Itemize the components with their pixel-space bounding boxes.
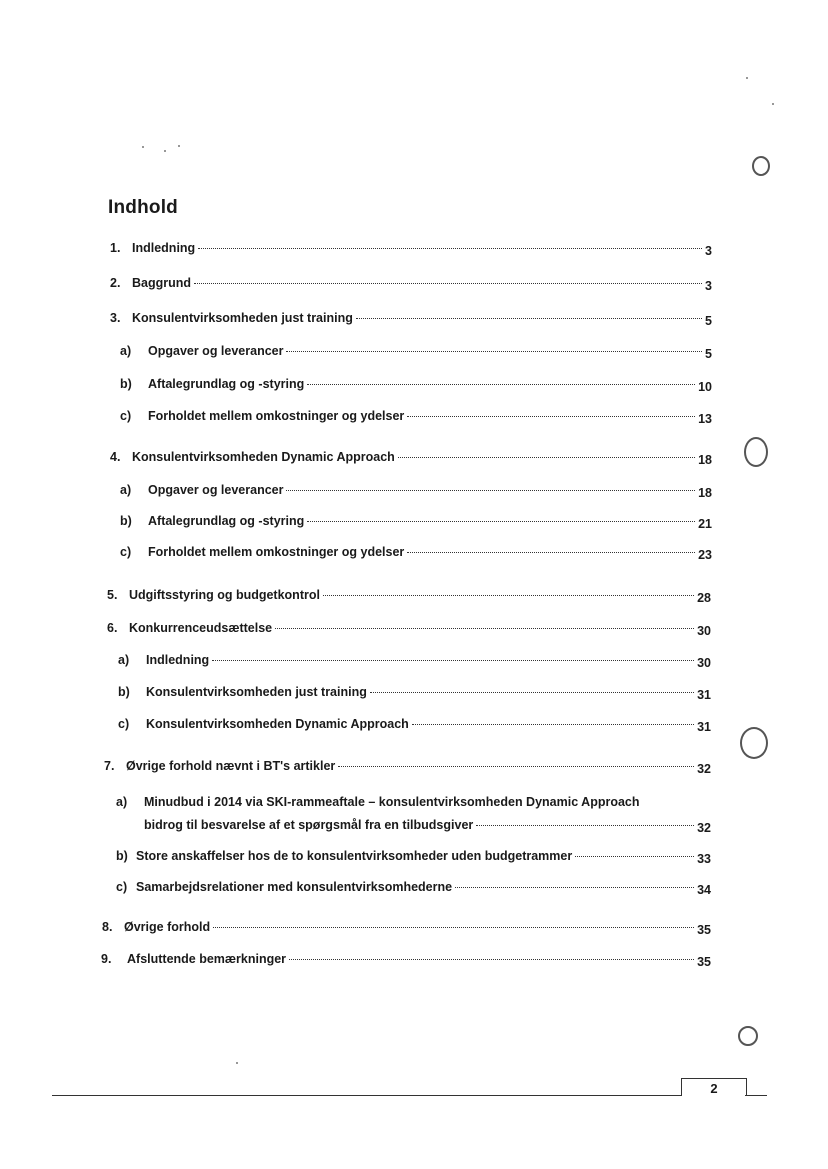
toc-entry-page: 34: [697, 883, 711, 897]
toc-entry-text: Konsulentvirksomheden Dynamic Approach: [146, 717, 409, 731]
toc-entry-page: 21: [698, 517, 712, 531]
toc-subentry[interactable]: [120, 545, 712, 562]
toc-entry-page: 30: [697, 624, 711, 638]
toc-entry-text: Forholdet mellem omkostninger og ydelser: [148, 409, 405, 423]
toc-entry-text-continued: bidrog til besvarelse af et spørgsmål fra en tilbudsgiver: [144, 818, 474, 832]
toc-entry[interactable]: [110, 276, 712, 293]
dot-leader: [370, 692, 694, 693]
toc-entry-text: Konkurrenceudsættelse: [129, 621, 273, 635]
toc-subentry[interactable]: [144, 818, 711, 835]
dot-leader: [398, 457, 695, 458]
toc-entry-number: c): [118, 717, 130, 731]
toc-entry-number: 8.: [102, 920, 113, 934]
scan-speck: [142, 146, 144, 148]
dot-leader: [407, 552, 695, 553]
toc-entry-text: Konsulentvirksomheden Dynamic Approach: [132, 450, 395, 464]
toc-entry-text: Øvrige forhold nævnt i BT's artikler: [126, 759, 336, 773]
toc-entry-number: 5.: [107, 588, 118, 602]
toc-entry-page: 32: [697, 762, 711, 776]
toc-entry-page: 10: [698, 380, 712, 394]
dot-leader: [455, 887, 694, 888]
toc-entry-text: Baggrund: [132, 276, 192, 290]
toc-entry-number: b): [120, 514, 132, 528]
toc-entry-page: 3: [705, 279, 712, 293]
dot-leader: [307, 384, 695, 385]
toc-entry-number: 6.: [107, 621, 118, 635]
dot-leader: [286, 351, 702, 352]
dot-leader: [212, 660, 694, 661]
toc-entry-number: a): [120, 344, 132, 358]
toc-entry-page: 35: [697, 923, 711, 937]
toc-entry[interactable]: [101, 952, 711, 969]
toc-entry-number: 2.: [110, 276, 121, 290]
toc-entry-page: 35: [697, 955, 711, 969]
toc-entry-number: 3.: [110, 311, 121, 325]
scan-speck: [772, 103, 774, 105]
toc-entry-text: Konsulentvirksomheden just training: [146, 685, 367, 699]
page-number: 2: [681, 1078, 747, 1096]
toc-entry-page: 31: [697, 688, 711, 702]
toc-subentry[interactable]: [120, 483, 712, 500]
dot-leader: [194, 283, 702, 284]
binder-hole: [744, 437, 768, 467]
toc-subentry[interactable]: [120, 344, 712, 361]
dot-leader: [286, 490, 695, 491]
toc-entry-number: c): [116, 880, 128, 894]
toc-entry[interactable]: [104, 759, 711, 776]
dot-leader: [476, 825, 694, 826]
toc-entry-page: 33: [697, 852, 711, 866]
toc-entry-page: 31: [697, 720, 711, 734]
toc-entry-page: 3: [705, 244, 712, 258]
toc-entry-page: 18: [698, 453, 712, 467]
toc-entry-number: 4.: [110, 450, 121, 464]
dot-leader: [307, 521, 695, 522]
toc-entry-text: Opgaver og leverancer: [148, 344, 284, 358]
toc-entry-number: c): [120, 545, 132, 559]
toc-entry-text: Samarbejdsrelationer med konsulentvirksomhederne: [136, 880, 453, 894]
toc-subentry[interactable]: [116, 880, 711, 897]
toc-subentry[interactable]: [120, 377, 712, 394]
toc-entry-number: a): [118, 653, 130, 667]
toc-subentry[interactable]: [120, 514, 712, 531]
toc-title: Indhold: [108, 197, 178, 218]
toc-entry-page: 18: [698, 486, 712, 500]
toc-subentry[interactable]: [118, 653, 711, 670]
toc-subentry-first-line[interactable]: [116, 795, 676, 809]
dot-leader: [412, 724, 694, 725]
toc-entry-page: 32: [697, 821, 711, 835]
toc-entry[interactable]: [102, 920, 711, 937]
dot-leader: [323, 595, 694, 596]
toc-entry-text: Konsulentvirksomheden just training: [132, 311, 353, 325]
toc-entry-text: Udgiftsstyring og budgetkontrol: [129, 588, 320, 602]
toc-entry-page: 28: [697, 591, 711, 605]
dot-leader: [289, 959, 694, 960]
toc-entry-number: b): [120, 377, 132, 391]
toc-subentry[interactable]: [116, 849, 711, 866]
toc-entry-number: 9.: [101, 952, 112, 966]
toc-entry-page: 5: [705, 347, 712, 361]
dot-leader: [275, 628, 694, 629]
toc-entry-number: b): [116, 849, 128, 863]
toc-entry[interactable]: [107, 588, 711, 605]
toc-entry-text: Aftalegrundlag og -styring: [148, 514, 305, 528]
scan-speck: [164, 150, 166, 152]
dot-leader: [575, 856, 694, 857]
toc-entry-number: a): [120, 483, 132, 497]
toc-entry[interactable]: [110, 450, 712, 467]
toc-entry-text: Forholdet mellem omkostninger og ydelser: [148, 545, 405, 559]
toc-entry-text: Indledning: [132, 241, 196, 255]
dot-leader: [338, 766, 694, 767]
scan-speck: [178, 145, 180, 147]
footer-rule: [52, 1095, 682, 1096]
footer-rule-tail: [745, 1095, 767, 1096]
scan-speck: [236, 1062, 238, 1064]
toc-entry-text: Store anskaffelser hos de to konsulentvirksomheder uden budgetrammer: [136, 849, 573, 863]
toc-entry-text: Indledning: [146, 653, 210, 667]
dot-leader: [198, 248, 702, 249]
toc-entry[interactable]: [110, 311, 712, 328]
toc-entry-number: a): [116, 795, 128, 809]
binder-hole: [740, 727, 768, 759]
toc-entry-page: 13: [698, 412, 712, 426]
binder-hole: [752, 156, 770, 176]
toc-subentry[interactable]: [120, 409, 712, 426]
binder-hole: [738, 1026, 758, 1046]
toc-entry-number: c): [120, 409, 132, 423]
toc-subentry[interactable]: [118, 685, 711, 702]
toc-entry-number: 7.: [104, 759, 115, 773]
toc-entry[interactable]: [107, 621, 711, 638]
toc-entry-text: Aftalegrundlag og -styring: [148, 377, 305, 391]
toc-entry-page: 5: [705, 314, 712, 328]
toc-entry-text: Øvrige forhold: [124, 920, 211, 934]
toc-entry-number: 1.: [110, 241, 121, 255]
dot-leader: [407, 416, 695, 417]
toc-subentry[interactable]: [118, 717, 711, 734]
scan-speck: [746, 77, 748, 79]
toc-entry-number: b): [118, 685, 130, 699]
dot-leader: [213, 927, 694, 928]
toc-entry-page: 23: [698, 548, 712, 562]
toc-entry-text: Opgaver og leverancer: [148, 483, 284, 497]
dot-leader: [356, 318, 702, 319]
toc-entry-text: Minudbud i 2014 via SKI-rammeaftale – konsulentvirksomheden Dynamic Approach: [144, 795, 640, 809]
toc-entry-page: 30: [697, 656, 711, 670]
toc-entry-text: Afsluttende bemærkninger: [127, 952, 287, 966]
toc-entry[interactable]: [110, 241, 712, 258]
